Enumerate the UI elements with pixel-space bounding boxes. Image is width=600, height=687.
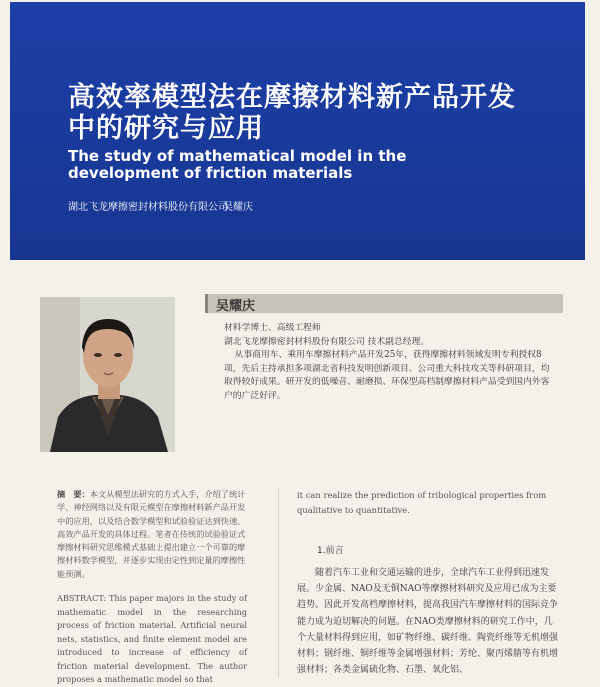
bio-title: 材料学博士、高级工程师 — [224, 323, 321, 333]
abstract-english — [57, 592, 247, 687]
article-title-chinese: 高效率模型法在摩擦材料新产品开发中的研究与应用 — [68, 82, 516, 144]
author-biography — [224, 322, 556, 403]
author-photo — [40, 297, 175, 452]
title-banner — [10, 2, 585, 260]
author-name: 吴耀庆 — [223, 202, 253, 213]
abstract-english-text: This paper majors in the study of mathematic model in the researching process of friction material. Artificial neural nets, statistics, and finite element model are introduced to increase of efficiency of friction material development. The author proposes a mathematic model so that — [57, 593, 247, 684]
bio-position: 湖北飞龙摩擦密封材料股份有限公司 技术副总经理。 — [224, 336, 430, 347]
abstract-english-label: ABSTRACT: — [57, 593, 107, 603]
profile-name-bar — [205, 294, 563, 313]
abstract-chinese-text: 本文从模型法研究的方式入手，介绍了统计学、神经网络以及有限元模型在摩擦材料新产品开发中的应用，以及结合数学模型和试验验证达到快速、高效产品开发的具体过程。笔者在传统的试验验证式摩擦材料研究思维模式基础上提出建立一个可靠的摩擦材料数学模型，并逐步实现由定性到定量的摩擦性能预测。 — [57, 489, 246, 579]
introduction-text: 随着汽车工业和交通运输的进步，全球汽车工业得到迅速发展。少金属、NAO及无铜NAO等摩擦材料研究及应用已成为主要趋势。因此开发高档摩擦材料，提高我国汽车摩擦材料的国际竞争能力成为迫切解决的问题。在NAO类摩擦材料的研究工作中，几个大量材料得到应用，如矿物纤维、碳纤维、陶瓷纤维等无机增强材料；钢纤维、铜纤维等金属增强材料；芳纶、聚丙烯腈等有机增强材料；各类金属硫化物、石墨、氧化铝、 — [297, 568, 559, 676]
abstract-chinese — [57, 488, 247, 581]
author-portrait-image — [40, 297, 175, 452]
abstract-label: 摘 要： — [57, 489, 90, 499]
section-heading: 1.前言 — [317, 546, 344, 556]
author-affiliation: 湖北飞龙摩擦密封材料股份有限公司 — [68, 202, 228, 213]
column-divider — [278, 488, 279, 678]
bio-detail: 从事商用车、乘用车摩擦材料产品开发25年，获得摩擦材料领域发明专利授权8项，先后主持承担多项湖北省科技发明创新项目、公司重大科技攻关等科研项目，均取得较好成果。研开发的低噪音、耐磨损、环保型高档制摩擦材料产品受到国内外客户的广泛好评。 — [224, 350, 550, 401]
article-title-english: The study of mathematical model in the development of friction materials — [68, 147, 407, 182]
profile-name: 吴耀庆 — [216, 299, 256, 314]
abstract-english-continued: it can realize the prediction of tribological properties from qualitative to quantitative. — [297, 490, 547, 515]
